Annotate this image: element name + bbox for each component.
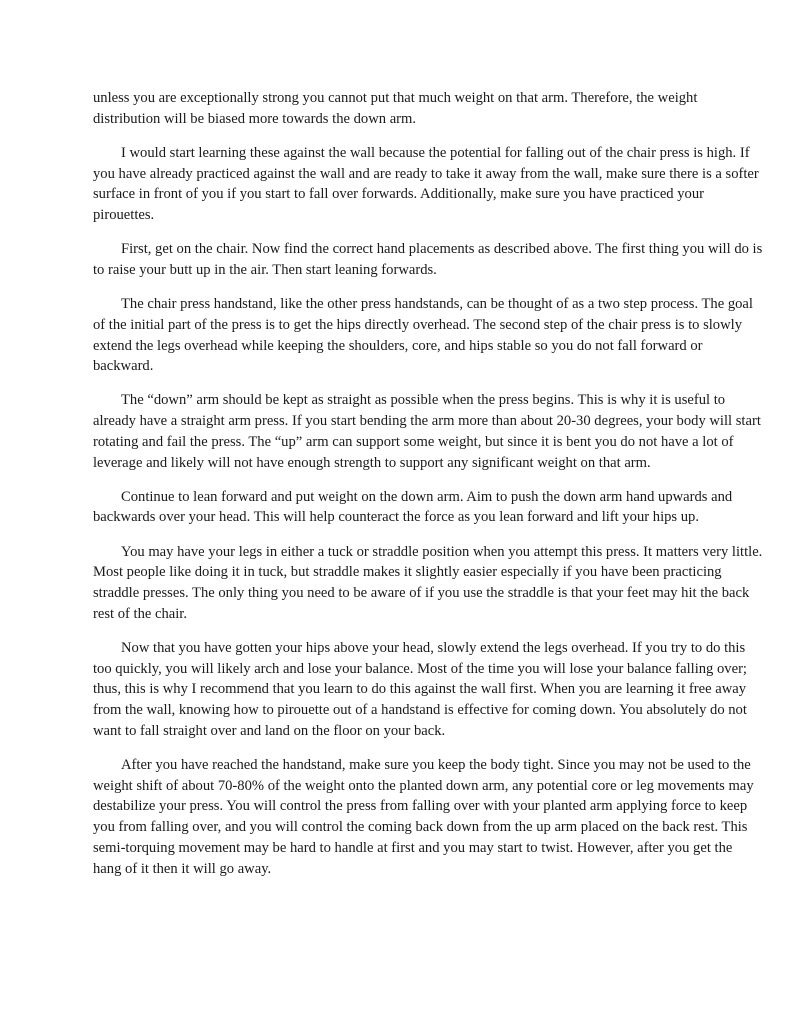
paragraph-two-step-process: The chair press handstand, like the other press handstands, can be thought of as a two step process. The goal of the initial part of the press is to get the hips directly overhead. The second step of the chair press is to slowly extend the legs overhead while keeping the shoulders, core, and hips stable so you do not fall forward or backward.	[93, 296, 753, 375]
paragraph-lean-forward: Continue to lean forward and put weight on the down arm. Aim to push the down arm hand upwards and backwards over your head. This will help counteract the force as you lean forward and lift your hips up.	[93, 488, 733, 526]
paragraph-continuation: unless you are exceptionally strong you cannot put that much weight on that arm. Therefore, the weight distribution will be biased more towards the down arm.	[93, 90, 698, 127]
paragraph-down-arm: The “down” arm should be kept as straight as possible when the press begins. This is why it is useful to already have a straight arm press. If you start bending the arm more than about 20-30 degrees, your body will start rotating and fail the press. The “up” arm can support some weight, but since it is bent you do not have a lot of leverage and likely will not have enough strength to support any significant weight on that arm.	[93, 392, 761, 471]
paragraph-get-on-chair: First, get on the chair. Now find the correct hand placements as described above. The first thing you will do is to raise your butt up in the air. Then start leaning forwards.	[93, 241, 763, 278]
paragraph-extend-legs: Now that you have gotten your hips above your head, slowly extend the legs overhead. If you try to do this too quickly, you will likely arch and lose your balance. Most of the time you will lose your balance falling over; thus, this is why I recommend that you learn to do this against the wall first. When you are learning it free away from the wall, knowing how to pirouette out of a handstand is effective for coming down. You absolutely do not want to fall straight over and land on the floor on your back.	[93, 639, 747, 739]
paragraph-wall-learning: I would start learning these against the wall because the potential for falling out of the chair press is high. If you have already practiced against the wall and are ready to take it away from the wall, make sure there is a softer surface in front of you if you start to fall over forwards. Additionally, make sure you have practiced your pirouettes.	[93, 144, 759, 224]
paragraph-tuck-straddle: You may have your legs in either a tuck or straddle position when you attempt this press. It matters very little. Most people like doing it in tuck, but straddle makes it slightly easier especially if you have been practicing straddle presses. The only thing you need to be aware of if you use the straddle is that your feet may hit the back rest of the chair.	[93, 543, 763, 622]
paragraph-keep-body-tight: After you have reached the handstand, make sure you keep the body tight. Since you may not be used to the weight shift of about 70-80% of the weight onto the planted down arm, any potential core or leg movements may destabilize your press. You will control the press from falling over with your planted arm applying force to keep you from falling over, and you will control the coming back down from the up arm placed on the back rest. This semi-torquing movement may be hard to handle at first and you may start to twist. However, after you get the hang of it then it will go away.	[93, 756, 754, 877]
document-page	[93, 88, 763, 893]
